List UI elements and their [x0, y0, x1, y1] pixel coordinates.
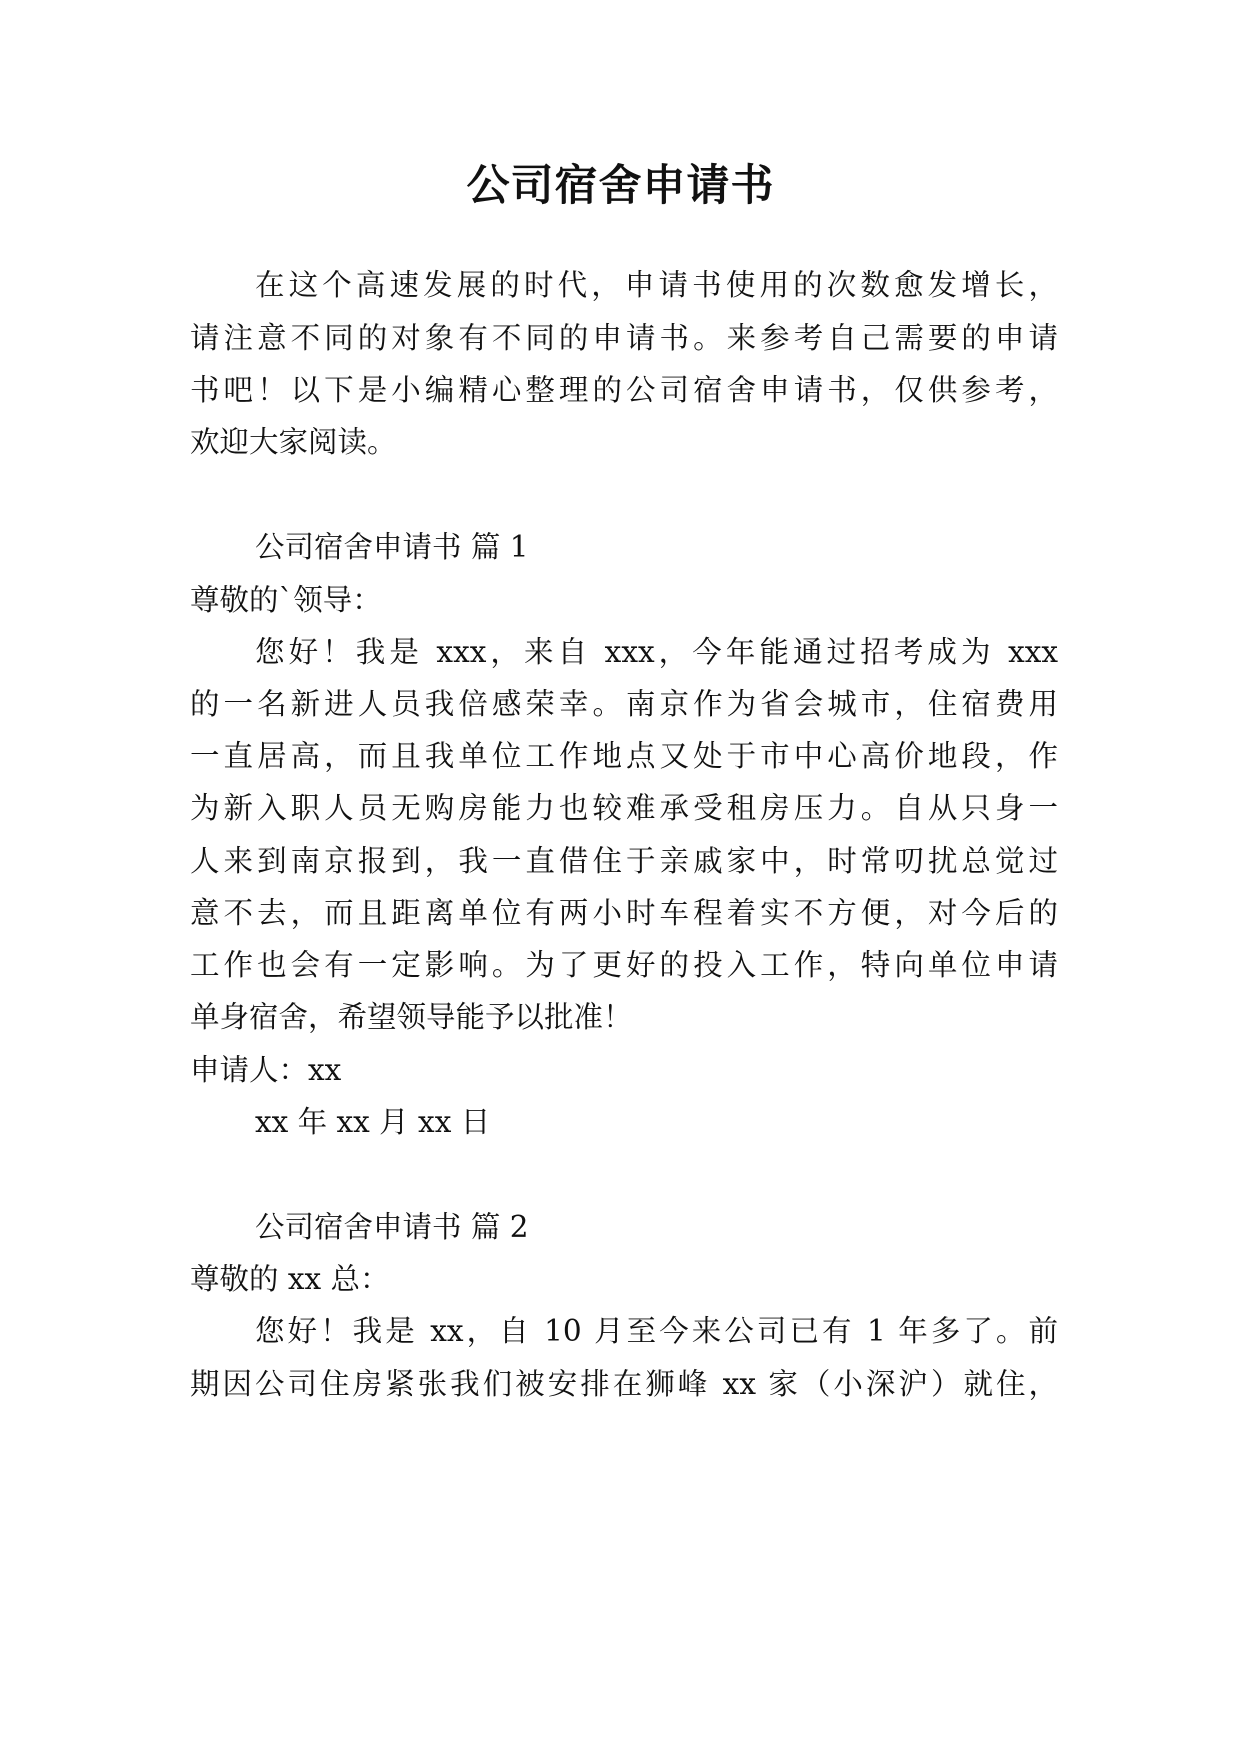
- section1-applicant: 申请人：xx: [190, 1053, 342, 1087]
- section2-salutation: 尊敬的 xx 总：: [190, 1262, 390, 1296]
- section1-body-line-2: 的一名新进人员我倍感荣幸。南京作为省会城市，住宿费用: [190, 687, 1058, 721]
- section1-body-line-4: 为新入职人员无购房能力也较难承受租房压力。自从只身一: [190, 791, 1058, 825]
- intro-line-1: 在这个高速发展的时代，申请书使用的次数愈发增长，: [255, 268, 1058, 302]
- intro-line-3: 书吧！以下是小编精心整理的公司宿舍申请书，仅供参考，: [190, 373, 1058, 407]
- section1-body-line-3: 一直居高，而且我单位工作地点又处于市中心高价地段，作: [190, 739, 1058, 773]
- document-title: 公司宿舍申请书: [466, 161, 775, 211]
- section1-heading: 公司宿舍申请书 篇 1: [255, 530, 529, 564]
- section1-body-line-8: 单身宿舍，希望领导能予以批准！: [190, 1000, 633, 1034]
- section1-date: xx 年 xx 月 xx 日: [255, 1105, 491, 1139]
- section1-body-line-7: 工作也会有一定影响。为了更好的投入工作，特向单位申请: [190, 948, 1058, 982]
- section2-body-line-1: 您好！我是 xx，自 10 月至今来公司已有 1 年多了。前: [255, 1314, 1058, 1348]
- intro-line-2: 请注意不同的对象有不同的申请书。来参考自己需要的申请: [190, 321, 1058, 355]
- section2-body-line-2: 期因公司住房紧张我们被安排在狮峰 xx 家（小深沪）就住，: [190, 1367, 1058, 1401]
- section1-body-line-1: 您好！我是 xxx，来自 xxx，今年能通过招考成为 xxx: [255, 635, 1058, 669]
- intro-line-4: 欢迎大家阅读。: [190, 425, 397, 459]
- section1-body-line-6: 意不去，而且距离单位有两小时车程着实不方便，对今后的: [190, 896, 1058, 930]
- section1-body-line-5: 人来到南京报到，我一直借住于亲戚家中，时常叨扰总觉过: [190, 844, 1058, 878]
- section1-salutation: 尊敬的`领导：: [190, 583, 382, 617]
- section2-heading: 公司宿舍申请书 篇 2: [255, 1210, 529, 1244]
